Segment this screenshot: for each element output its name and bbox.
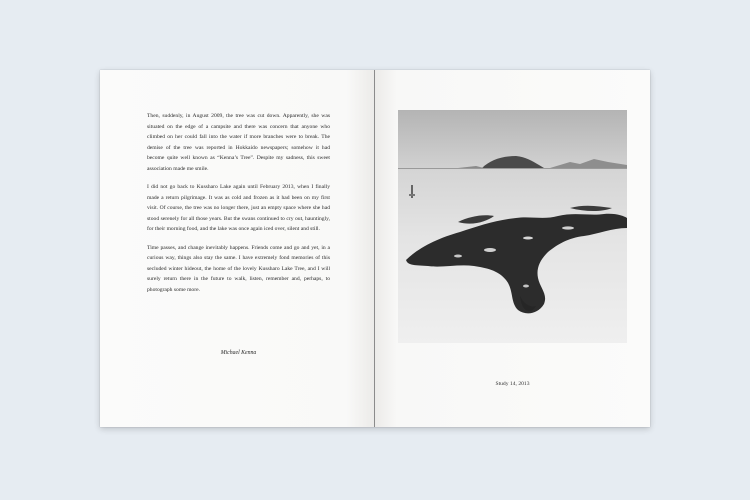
left-page [100,70,374,427]
paragraph-2: I did not go back to Kussharo Lake again until February 2013, when I finally made a return pilgrimage. It was as cold and frozen as it had been on my first visit. Of course, the tree was no longer there, just an empty space where she had stood serenely for all those years. But the swans continued to cry out, hauntingly, for their morning food, and the lake was once again iced over, silent and still. [147,184,330,233]
essay-text [147,111,330,303]
book-spread [100,70,650,427]
landscape-photo [398,110,627,343]
frozen-lake-photo-image [398,110,627,343]
author-signature: Michael Kenna [220,350,257,356]
photo-caption: Study 14, 2013 [495,381,530,387]
right-page [375,70,650,427]
paragraph-3: Time passes, and change inevitably happens. Friends come and go and yet, in a curious way, things also stay the same. I have extremely fond memories of this secluded winter hideout, the home of the lovely Kussharo Lake Tree, and I will surely return there in the future to walk, listen, remember and, perhaps, to photograph some more. [147,244,330,293]
paragraph-1: Then, suddenly, in August 2009, the tree was cut down. Apparently, she was situated on the edge of a campsite and there was concern that anyone who climbed on her could fall into the water if more branches were to break. The demise of the tree was reported in Hokkaido newspapers; somehow it had become quite well known as “Kenna’s Tree”. Despite my sadness, this sweet association made me smile. [147,113,330,172]
